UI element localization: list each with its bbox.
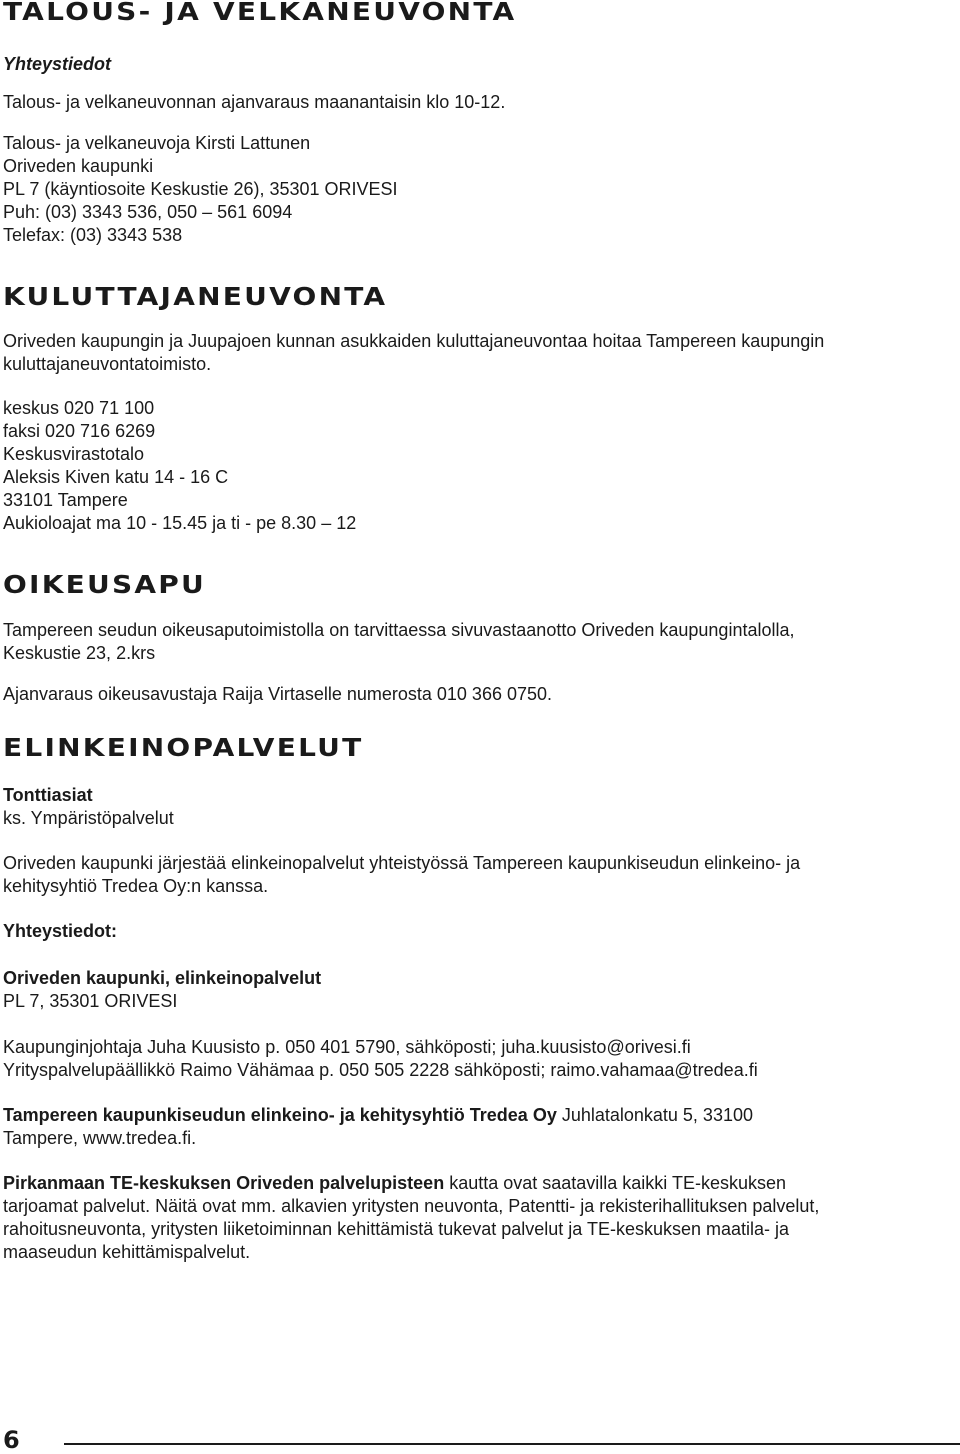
- oikeusapu-text-line: Keskustie 23, 2.krs: [3, 643, 156, 663]
- org-name: Oriveden kaupunki, elinkeinopalvelut: [3, 968, 322, 988]
- tredea-line: [3, 1104, 753, 1127]
- talous-booking-text: Talous- ja velkaneuvonnan ajanvaraus maanantaisin klo 10-12.: [3, 92, 506, 112]
- contacts-heading: Yhteystiedot:: [3, 921, 118, 941]
- kuluttaja-contact-line: 33101 Tampere: [3, 490, 128, 510]
- talous-contact-line: Oriveden kaupunki: [3, 156, 154, 176]
- te-name: Pirkanmaan TE-keskuksen Oriveden palvelupisteen: [3, 1173, 445, 1193]
- oikeusapu-booking-text: Ajanvaraus oikeusavustaja Raija Virtaselle numerosta 010 366 0750.: [3, 684, 553, 704]
- footer-rule: [64, 1443, 960, 1445]
- talous-contact-line: Telefax: (03) 3343 538: [3, 225, 183, 245]
- te-text-line: maaseudun kehittämispalvelut.: [3, 1242, 251, 1262]
- te-line: [3, 1172, 786, 1195]
- contact-person-line: Yrityspalvelupäällikkö Raimo Vähämaa p. 050 505 2228 sähköposti; raimo.vahamaa@tredea.fi: [3, 1060, 758, 1080]
- te-text-line: rahoitusneuvonta, yritysten liiketoiminnan kehittämistä tukevat palvelut ja TE-keskuksen maatila- ja: [3, 1219, 790, 1239]
- kuluttaja-contact-line: Aukioloajat ma 10 - 15.45 ja ti - pe 8.30 – 12: [3, 513, 357, 533]
- kuluttaja-contact-line: Aleksis Kiven katu 14 - 16 C: [3, 467, 229, 487]
- tonttiasiat-reference: ks. Ympäristöpalvelut: [3, 808, 174, 828]
- contact-person-line: Kaupunginjohtaja Juha Kuusisto p. 050 401 5790, sähköposti; juha.kuusisto@orivesi.fi: [3, 1037, 691, 1057]
- kuluttaja-contact-line: faksi 020 716 6269: [3, 421, 156, 441]
- elinkeino-intro-line: Oriveden kaupunki järjestää elinkeinopalvelut yhteistyössä Tampereen kaupunkiseudun elinkeino- ja: [3, 853, 801, 873]
- tredea-name: Tampereen kaupunkiseudun elinkeino- ja kehitysyhtiö Tredea Oy: [3, 1105, 557, 1125]
- subtitle-yhteystiedot: Yhteystiedot: [3, 54, 112, 74]
- talous-contact-line: PL 7 (käyntiosoite Keskustie 26), 35301 ORIVESI: [3, 179, 398, 199]
- kuluttaja-contact-line: keskus 020 71 100: [3, 398, 155, 418]
- section-title-kuluttaja: KULUTTAJANEUVONTA: [3, 282, 388, 311]
- tredea-line-2: Tampere, www.tredea.fi.: [3, 1128, 197, 1148]
- page-number: 6: [3, 1426, 20, 1454]
- section-title-oikeusapu: OIKEUSAPU: [3, 570, 207, 599]
- tredea-address: Juhlatalonkatu 5, 33100: [556, 1105, 753, 1125]
- kuluttaja-contact-line: Keskusvirastotalo: [3, 444, 145, 464]
- tonttiasiat-heading: Tonttiasiat: [3, 785, 93, 805]
- org-address: PL 7, 35301 ORIVESI: [3, 991, 178, 1011]
- kuluttaja-intro-line: Oriveden kaupungin ja Juupajoen kunnan asukkaiden kuluttajaneuvontaa hoitaa Tampereen kaupungin: [3, 331, 825, 351]
- talous-contact-line: Puh: (03) 3343 536, 050 – 561 6094: [3, 202, 293, 222]
- oikeusapu-text-line: Tampereen seudun oikeusaputoimistolla on tarvittaessa sivuvastaanotto Oriveden kaupungintalolla,: [3, 620, 795, 640]
- te-text-line: tarjoamat palvelut. Näitä ovat mm. alkavien yritysten neuvonta, Patentti- ja rekisterihallituksen palvelut,: [3, 1196, 820, 1216]
- kuluttaja-intro-line: kuluttajaneuvontatoimisto.: [3, 354, 212, 374]
- section-title-elinkeino: ELINKEINOPALVELUT: [3, 733, 364, 762]
- elinkeino-intro-line: kehitysyhtiö Tredea Oy:n kanssa.: [3, 876, 269, 896]
- te-line-rest: kautta ovat saatavilla kaikki TE-keskuksen: [444, 1173, 787, 1193]
- section-title-talous: TALOUS- JA VELKANEUVONTA: [3, 0, 517, 26]
- talous-contact-line: Talous- ja velkaneuvoja Kirsti Lattunen: [3, 133, 311, 153]
